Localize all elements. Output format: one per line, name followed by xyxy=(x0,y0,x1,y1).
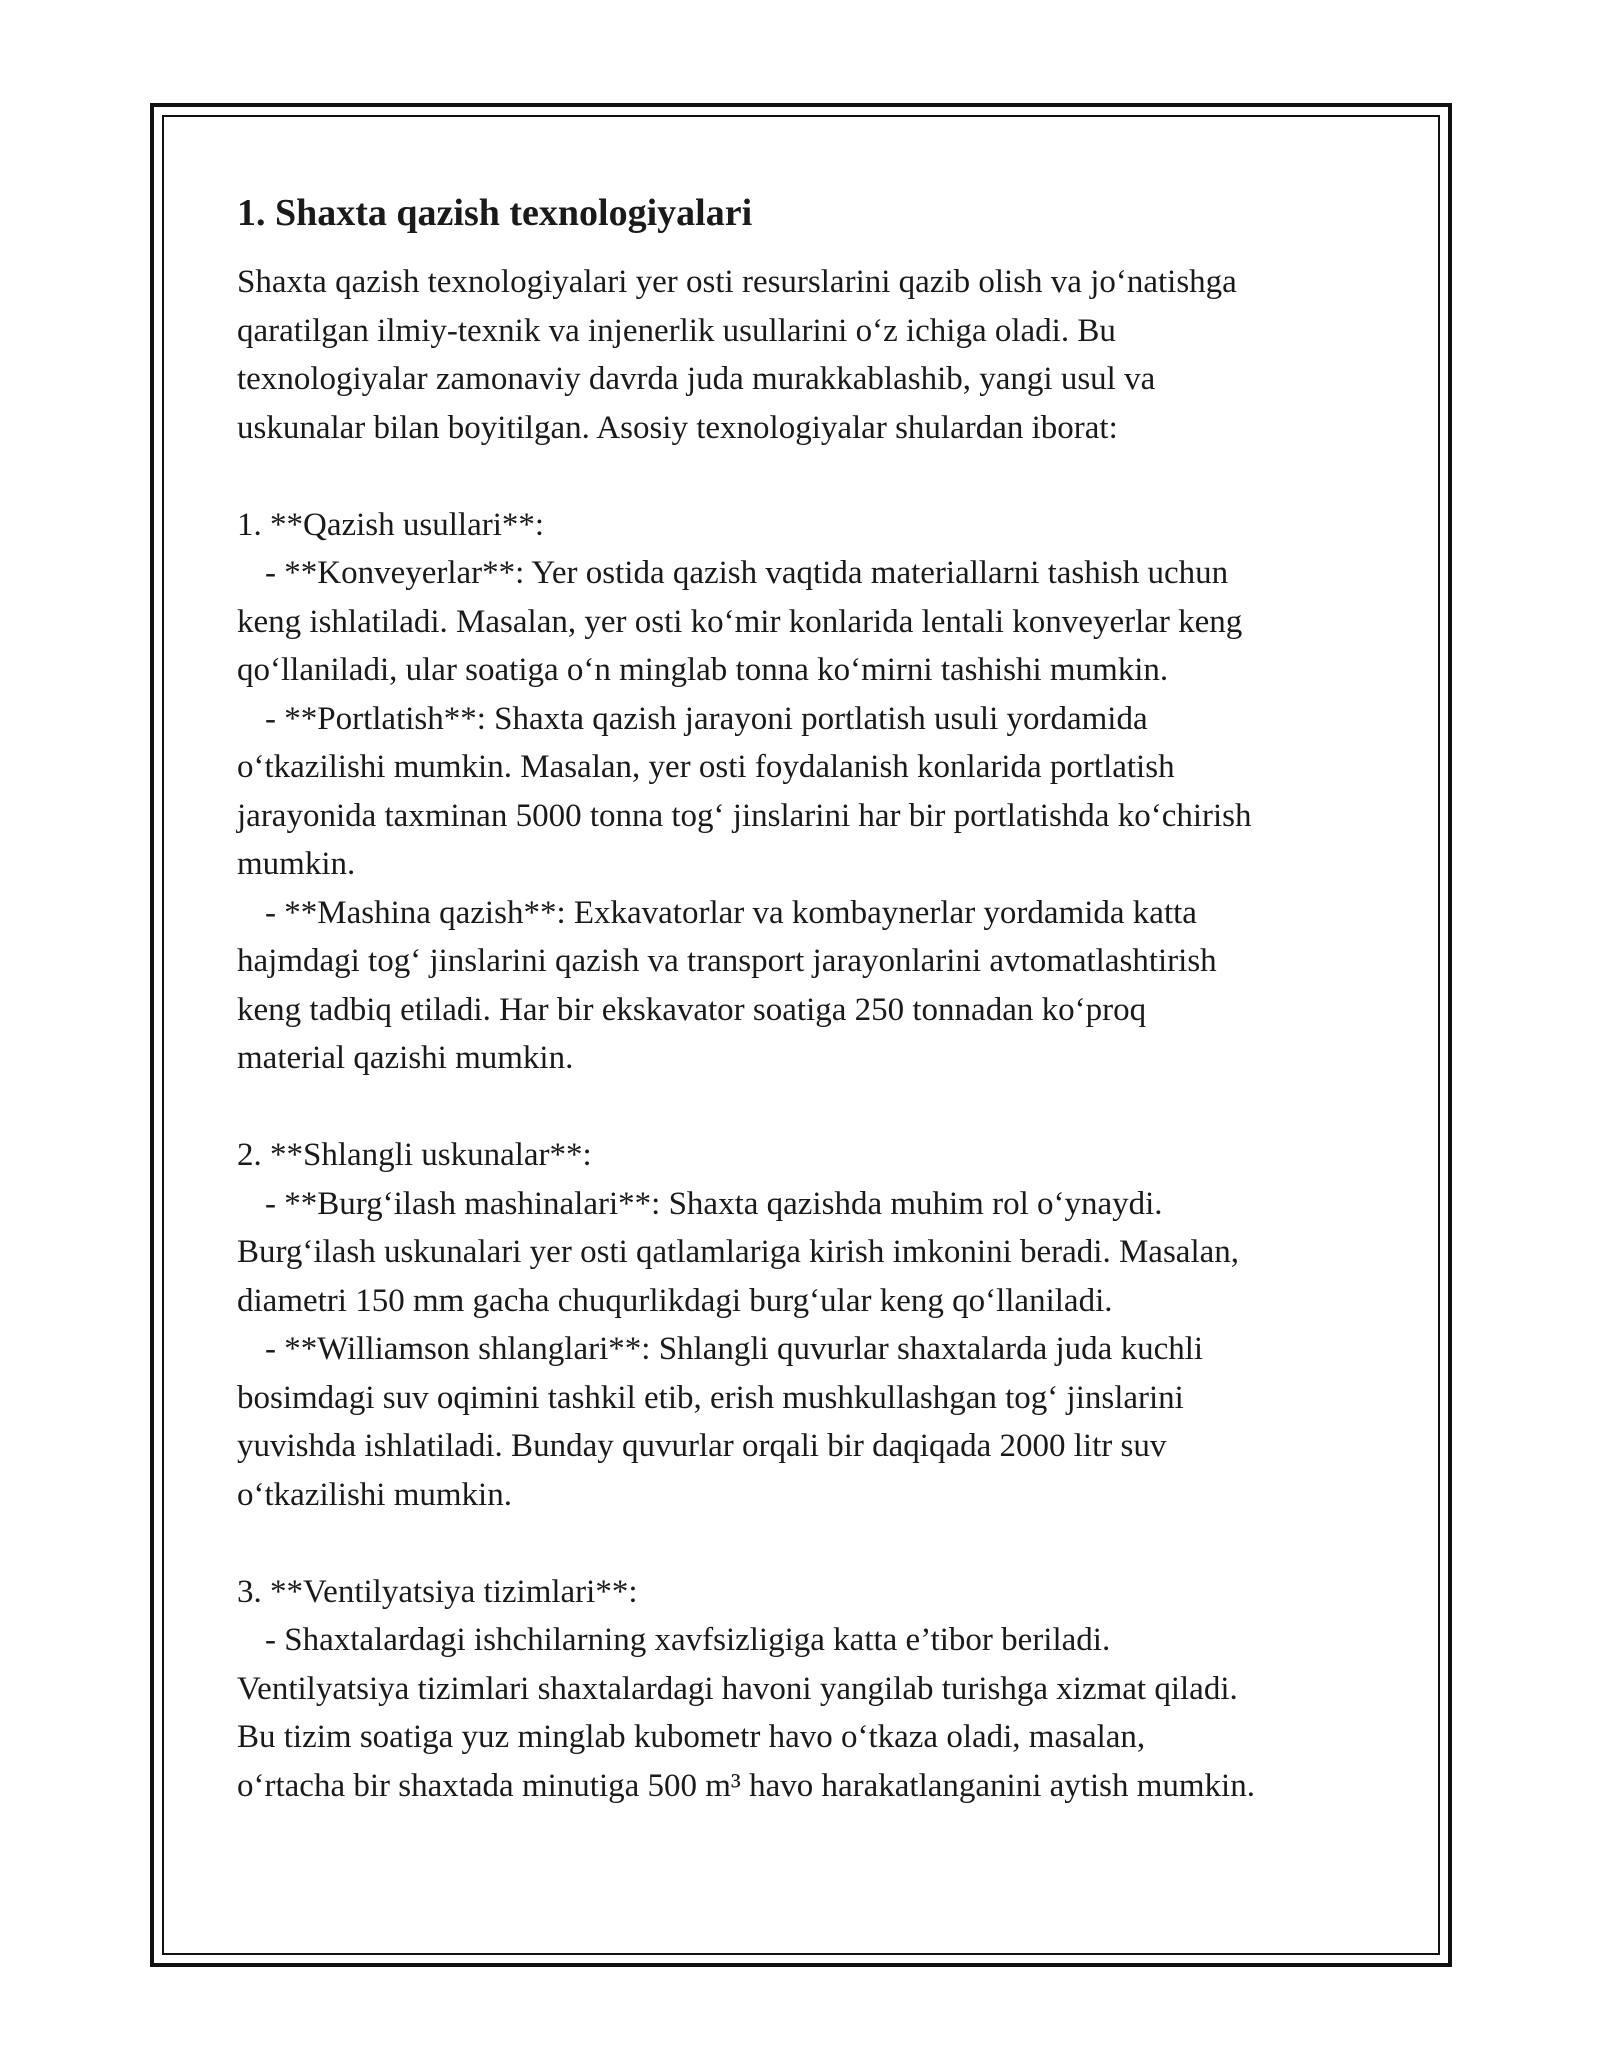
text-line: - Shaxtalardagi ishchilarning xavfsizligiga katta e’tibor beriladi. xyxy=(265,1622,1111,1658)
text-line: mumkin. xyxy=(237,846,356,882)
text-line: keng ishlatiladi. Masalan, yer osti ko‘mir konlarida lentali konveyerlar keng xyxy=(237,603,1243,640)
blank-line xyxy=(237,1519,1377,1568)
text-line: diametri 150 mm gacha chuqurlikdagi burg‘ular keng qo‘llaniladi. xyxy=(237,1282,1113,1319)
text-line: o‘tkazilishi mumkin. Masalan, yer osti foydalanish konlarida portlatish xyxy=(237,749,1175,785)
text-line: keng tadbiq etiladi. Har bir ekskavator soatiga 250 tonnadan ko‘proq xyxy=(237,991,1147,1028)
page-title: 1. Shaxta qazish texnologiyalari xyxy=(237,192,753,234)
document-body xyxy=(237,186,1377,1810)
text-line: Bu tizim soatiga yuz minglab kubometr havo o‘tkaza oladi, masalan, xyxy=(237,1719,1146,1755)
text-line: - **Konveyerlar**: Yer ostida qazish vaqtida materiallarni tashish uchun xyxy=(265,555,1229,591)
text-line: Burg‘ilash uskunalari yer osti qatlamlariga kirish imkonini beradi. Masalan, xyxy=(237,1234,1240,1270)
document-text xyxy=(237,258,1377,1810)
text-line: 3. **Ventilyatsiya tizimlari**: xyxy=(237,1573,638,1610)
text-line: 2. **Shlangli uskunalar**: xyxy=(237,1137,592,1173)
text-line: - **Williamson shlanglari**: Shlangli quvurlar shaxtalarda juda kuchli xyxy=(265,1331,1204,1367)
text-line: qo‘llaniladi, ular soatiga o‘n minglab tonna ko‘mirni tashishi mumkin. xyxy=(237,652,1169,688)
text-line: hajmdagi tog‘ jinslarini qazish va transport jarayonlarini avtomatlashtirish xyxy=(237,943,1217,979)
text-line: o‘rtacha bir shaxtada minutiga 500 m³ havo harakatlanganini aytish mumkin. xyxy=(237,1767,1255,1804)
blank-line xyxy=(237,452,1377,501)
text-line: yuvishda ishlatiladi. Bunday quvurlar orqali bir daqiqada 2000 litr suv xyxy=(237,1428,1167,1464)
text-line: qaratilgan ilmiy-texnik va injenerlik usullarini o‘z ichiga oladi. Bu xyxy=(237,312,1116,349)
text-line: - **Burg‘ilash mashinalari**: Shaxta qazishda muhim rol o‘ynaydi. xyxy=(265,1185,1163,1222)
text-line: jarayonida taxminan 5000 tonna tog‘ jinslarini har bir portlatishda ko‘chirish xyxy=(237,797,1252,834)
text-line: bosimdagi suv oqimini tashkil etib, erish mushkullashgan tog‘ jinslarini xyxy=(237,1379,1184,1416)
text-line: 1. **Qazish usullari**: xyxy=(237,506,545,543)
text-line: texnologiyalar zamonaviy davrda juda murakkablashib, yangi usul va xyxy=(237,361,1156,397)
text-line: uskunalar bilan boyitilgan. Asosiy texnologiyalar shulardan iborat: xyxy=(237,409,1118,446)
text-line: - **Mashina qazish**: Exkavatorlar va kombaynerlar yordamida katta xyxy=(265,894,1197,931)
blank-line xyxy=(237,1083,1377,1132)
text-line: o‘tkazilishi mumkin. xyxy=(237,1476,512,1513)
text-line: material qazishi mumkin. xyxy=(237,1040,574,1076)
text-line: Shaxta qazish texnologiyalari yer osti resurslarini qazib olish va jo‘natishga xyxy=(237,264,1237,300)
text-line: Ventilyatsiya tizimlari shaxtalardagi havoni yangilab turishga xizmat qiladi. xyxy=(237,1670,1238,1707)
text-line: - **Portlatish**: Shaxta qazish jarayoni portlatish usuli yordamida xyxy=(265,700,1148,737)
